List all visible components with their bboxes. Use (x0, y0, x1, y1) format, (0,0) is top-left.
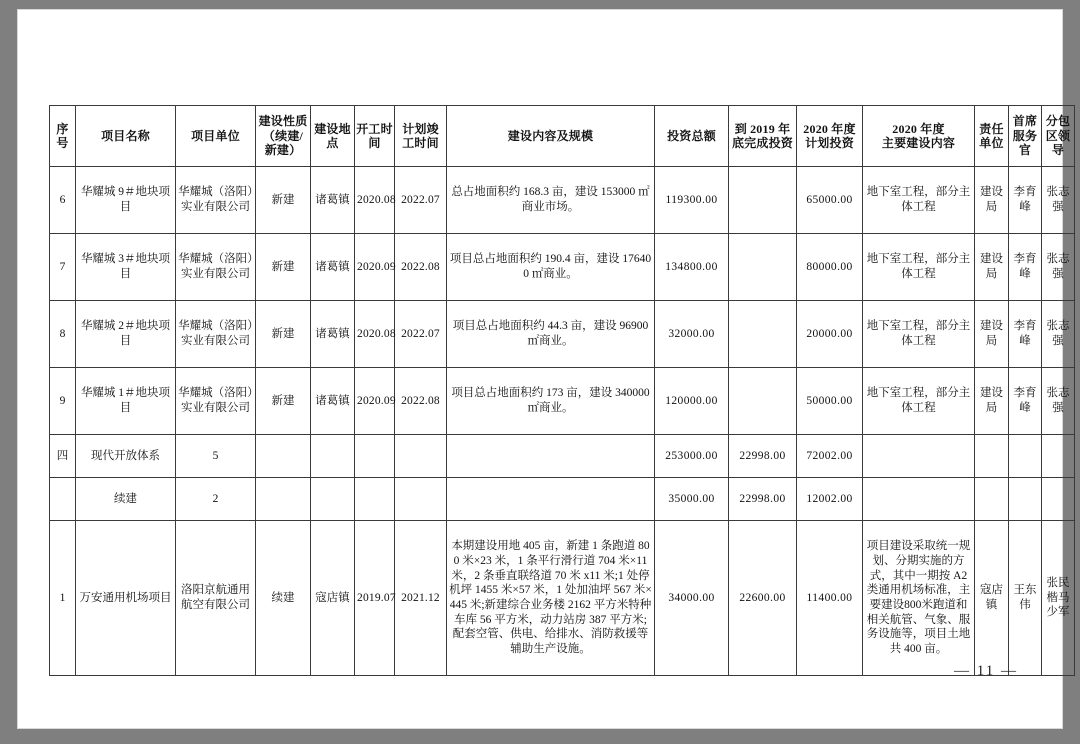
cell-nature: 新建 (256, 234, 311, 301)
header-completed-line2: 底完成投资 (731, 136, 793, 150)
cell-responsible-unit: 建设局 (975, 301, 1009, 368)
cell-finish-time: 2021.12 (395, 521, 447, 676)
cell-total-investment: 35000.00 (655, 478, 729, 521)
cell-project-unit: 华耀城（洛阳）实业有限公司 (176, 167, 256, 234)
cell-seq: 6 (50, 167, 76, 234)
header-plan-line1: 2020 年度 (803, 121, 856, 136)
cell-construction-content: 总占地面积约 168.3 亩，建设 153000 ㎡商业市场。 (447, 167, 655, 234)
header-seq-line1: 序 (56, 121, 69, 136)
header-nature-line2: （续建/ (262, 128, 304, 143)
header-area-line3: 导 (1051, 143, 1065, 158)
cell-start-time: 2019.07 (355, 521, 395, 676)
cell-seq: 1 (50, 521, 76, 676)
cell-location: 诸葛镇 (311, 234, 355, 301)
cell-seq (50, 478, 76, 521)
cell-project-name: 万安通用机场项目 (76, 521, 176, 676)
cell-seq: 7 (50, 234, 76, 301)
header-nature-line1: 建设性质 (258, 114, 308, 129)
cell-plan-2020: 20000.00 (797, 301, 863, 368)
cell-finish-time (395, 435, 447, 478)
cell-project-name: 华耀城 9＃地块项目 (76, 167, 176, 234)
header-nature-line3: 新建） (264, 143, 302, 158)
cell-responsible-unit (975, 435, 1009, 478)
header-responsible-unit (975, 106, 1009, 167)
cell-area-leader: 张民楷马少军 (1042, 521, 1075, 676)
cell-area-leader (1042, 478, 1075, 521)
header-chief-line1: 首席 (1012, 114, 1038, 129)
cell-seq: 四 (50, 435, 76, 478)
table-row (50, 167, 1075, 234)
cell-location: 诸葛镇 (311, 167, 355, 234)
header-location-line1: 建设地 (314, 121, 351, 136)
cell-plan-2020: 72002.00 (797, 435, 863, 478)
header-finish-line1: 计划竣 (402, 121, 439, 136)
cell-responsible-unit: 建设局 (975, 167, 1009, 234)
table-row (50, 521, 1075, 676)
cell-start-time: 2020.08 (355, 167, 395, 234)
header-chief-line3: 官 (1018, 143, 1032, 158)
cell-project-unit: 华耀城（洛阳）实业有限公司 (176, 368, 256, 435)
table-row (50, 234, 1075, 301)
project-plan-table (49, 105, 1075, 676)
cell-project-unit: 洛阳京航通用航空有限公司 (176, 521, 256, 676)
cell-main-content-2020: 地下室工程，部分主体工程 (863, 234, 975, 301)
cell-construction-content (447, 435, 655, 478)
header-chief-line2: 服务 (1012, 128, 1038, 143)
header-total-investment: 投资总额 (655, 106, 729, 167)
cell-plan-2020: 11400.00 (797, 521, 863, 676)
header-construction-content: 建设内容及规模 (447, 106, 655, 167)
cell-construction-content: 项目总占地面积约 190.4 亩，建设 176400 ㎡商业。 (447, 234, 655, 301)
cell-responsible-unit: 寇店镇 (975, 521, 1009, 676)
header-start-time (355, 106, 395, 167)
cell-project-unit: 5 (176, 435, 256, 478)
header-area-line1: 分包 (1045, 114, 1071, 129)
header-completed-2019 (729, 106, 797, 167)
header-project-unit: 项目单位 (176, 106, 256, 167)
cell-chief-officer: 李育峰 (1009, 368, 1042, 435)
cell-project-name: 华耀城 2＃地块项目 (76, 301, 176, 368)
cell-seq: 9 (50, 368, 76, 435)
cell-plan-2020: 50000.00 (797, 368, 863, 435)
cell-area-leader (1042, 435, 1075, 478)
cell-nature: 新建 (256, 301, 311, 368)
table-row (50, 301, 1075, 368)
cell-area-leader: 张志强 (1042, 234, 1075, 301)
cell-construction-content: 项目总占地面积约 44.3 亩，建设 96900 ㎡商业。 (447, 301, 655, 368)
cell-project-name: 现代开放体系 (76, 435, 176, 478)
cell-chief-officer: 王东伟 (1009, 521, 1042, 676)
header-construction-nature (256, 106, 311, 167)
header-start-line1: 开工时 (356, 121, 393, 136)
header-plan-2020 (797, 106, 863, 167)
cell-project-unit: 2 (176, 478, 256, 521)
header-seq-line2: 号 (56, 136, 69, 150)
cell-total-investment: 34000.00 (655, 521, 729, 676)
cell-project-name: 华耀城 3＃地块项目 (76, 234, 176, 301)
cell-chief-officer: 李育峰 (1009, 301, 1042, 368)
header-main-line2: 主要建设内容 (881, 136, 956, 150)
cell-start-time: 2020.09 (355, 234, 395, 301)
cell-main-content-2020: 地下室工程，部分主体工程 (863, 368, 975, 435)
cell-plan-2020: 80000.00 (797, 234, 863, 301)
cell-finish-time: 2022.08 (395, 368, 447, 435)
cell-main-content-2020: 地下室工程，部分主体工程 (863, 301, 975, 368)
header-seq (50, 106, 76, 167)
cell-responsible-unit (975, 478, 1009, 521)
cell-location: 诸葛镇 (311, 368, 355, 435)
cell-nature: 新建 (256, 368, 311, 435)
cell-main-content-2020 (863, 435, 975, 478)
cell-responsible-unit: 建设局 (975, 234, 1009, 301)
header-chief-officer (1009, 106, 1042, 167)
cell-area-leader: 张志强 (1042, 301, 1075, 368)
cell-nature: 新建 (256, 167, 311, 234)
cell-location: 诸葛镇 (311, 301, 355, 368)
cell-plan-2020: 65000.00 (797, 167, 863, 234)
cell-chief-officer (1009, 478, 1042, 521)
header-completed-line1: 到 2019 年 (734, 121, 791, 136)
header-area-leader (1042, 106, 1075, 167)
table-header-row (50, 106, 1075, 167)
cell-total-investment: 253000.00 (655, 435, 729, 478)
cell-total-investment: 134800.00 (655, 234, 729, 301)
cell-completed-2019: 22998.00 (729, 478, 797, 521)
cell-finish-time: 2022.08 (395, 234, 447, 301)
cell-total-investment: 119300.00 (655, 167, 729, 234)
cell-start-time (355, 478, 395, 521)
cell-plan-2020: 12002.00 (797, 478, 863, 521)
cell-chief-officer: 李育峰 (1009, 234, 1042, 301)
cell-finish-time (395, 478, 447, 521)
cell-nature: 续建 (256, 521, 311, 676)
cell-main-content-2020: 地下室工程，部分主体工程 (863, 167, 975, 234)
cell-seq: 8 (50, 301, 76, 368)
cell-completed-2019 (729, 167, 797, 234)
cell-completed-2019 (729, 234, 797, 301)
header-responsible-line2: 单位 (979, 136, 1004, 150)
cell-project-name: 续建 (76, 478, 176, 521)
cell-start-time: 2020.09 (355, 368, 395, 435)
cell-nature (256, 478, 311, 521)
cell-project-name: 华耀城 1＃地块项目 (76, 368, 176, 435)
header-project-name: 项目名称 (76, 106, 176, 167)
cell-chief-officer (1009, 435, 1042, 478)
header-area-line2: 区领 (1045, 128, 1071, 143)
table-row-category (50, 435, 1075, 478)
cell-start-time: 2020.08 (355, 301, 395, 368)
cell-finish-time: 2022.07 (395, 167, 447, 234)
cell-location: 寇店镇 (311, 521, 355, 676)
cell-completed-2019 (729, 368, 797, 435)
cell-responsible-unit: 建设局 (975, 368, 1009, 435)
document-page (18, 10, 1071, 728)
header-location-line2: 点 (326, 136, 339, 150)
cell-completed-2019: 22998.00 (729, 435, 797, 478)
cell-construction-content (447, 478, 655, 521)
cell-total-investment: 120000.00 (655, 368, 729, 435)
cell-location (311, 435, 355, 478)
cell-chief-officer: 李育峰 (1009, 167, 1042, 234)
table-row (50, 368, 1075, 435)
cell-completed-2019: 22600.00 (729, 521, 797, 676)
cell-project-unit: 华耀城（洛阳）实业有限公司 (176, 234, 256, 301)
header-main-content-2020 (863, 106, 975, 167)
header-finish-line2: 工时间 (402, 136, 439, 150)
cell-finish-time: 2022.07 (395, 301, 447, 368)
header-start-line2: 间 (368, 136, 381, 150)
cell-construction-content: 本期建设用地 405 亩，新建 1 条跑道 800 米×23 米，1 条平行滑行道 704 米×11 米，2 条垂直联络道 70 米 x11 米;1 处停机坪 1455 米×57 米，1 处加油坪 567 米×445 米;新建综合业务楼 2162 平方米特种车库 56 平方米，动力站房 387 平方米;配套空管、供电、给排水、消防救援等辅助生产设施。 (447, 521, 655, 676)
header-responsible-line1: 责任 (979, 121, 1004, 136)
table-body (50, 167, 1075, 676)
cell-total-investment: 32000.00 (655, 301, 729, 368)
cell-area-leader: 张志强 (1042, 167, 1075, 234)
cell-construction-content: 项目总占地面积约 173 亩，建设 340000 ㎡商业。 (447, 368, 655, 435)
cell-location (311, 478, 355, 521)
cell-completed-2019 (729, 301, 797, 368)
cell-area-leader: 张志强 (1042, 368, 1075, 435)
header-main-line1: 2020 年度 (892, 121, 945, 136)
header-finish-time (395, 106, 447, 167)
header-location (311, 106, 355, 167)
cell-nature (256, 435, 311, 478)
header-plan-line2: 计划投资 (805, 136, 854, 150)
cell-main-content-2020 (863, 478, 975, 521)
cell-start-time (355, 435, 395, 478)
page-number: — 11 — (954, 663, 1018, 679)
project-plan-table-container (49, 105, 1071, 676)
cell-project-unit: 华耀城（洛阳）实业有限公司 (176, 301, 256, 368)
cell-main-content-2020: 项目建设采取统一规划、分期实施的方式，其中一期按 A2 类通用机场标准，主要建设800米跑道和相关航管、气象、服务设施等，项目土地共 400 亩。 (863, 521, 975, 676)
table-row-subtotal (50, 478, 1075, 521)
